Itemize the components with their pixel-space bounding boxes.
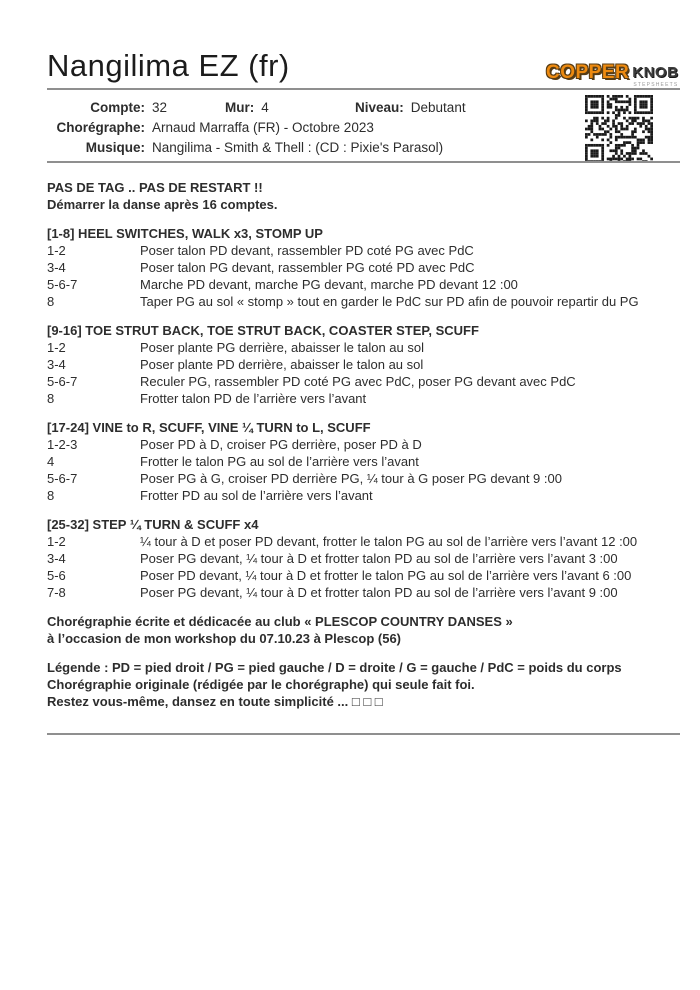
step-description: Frotter le talon PG au sol de l’arrière vers l’avant xyxy=(140,454,419,469)
step-row xyxy=(47,276,680,293)
step-row xyxy=(47,470,680,487)
info-row-counts xyxy=(47,98,680,118)
dance-section xyxy=(47,225,680,310)
text-line: Restez vous-même, dansez en toute simplicité ... □ □ □ xyxy=(47,694,383,709)
sections-container xyxy=(47,225,680,601)
step-description: Poser PG devant, ¼ tour à D et frotter talon PD au sol de l’arrière vers l’avant 9 :00 xyxy=(140,585,618,600)
step-description: ¼ tour à D et poser PD devant, frotter le talon PG au sol de l’arrière vers l’avant 12 :00 xyxy=(140,534,638,549)
step-count: 5-6 xyxy=(47,568,66,583)
step-count: 1-2 xyxy=(47,243,66,258)
text-line: à l’occasion de mon workshop du 07.10.23 à Plescop (56) xyxy=(47,631,402,646)
step-count: 3-4 xyxy=(47,551,66,566)
text-line: Démarrer la danse après 16 comptes. xyxy=(47,197,278,212)
step-description: Poser PG à G, croiser PD derrière PG, ¼ tour à G poser PG devant 9 :00 xyxy=(140,471,562,486)
section-steps xyxy=(47,242,680,310)
step-row xyxy=(47,453,680,470)
text-line: Chorégraphie originale (rédigée par le chorégraphe) qui seule fait foi. xyxy=(47,677,475,692)
step-description: Frotter talon PD de l’arrière vers l’avant xyxy=(140,391,367,406)
step-count: 3-4 xyxy=(47,260,66,275)
dance-section xyxy=(47,322,680,407)
divider-bottom xyxy=(47,733,680,735)
niveau-value: Debutant xyxy=(410,100,466,115)
section-heading: [1-8] HEEL SWITCHES, WALK x3, STOMP UP xyxy=(47,226,323,241)
info-row-choreographer xyxy=(47,118,680,138)
step-description: Poser talon PG devant, rassembler PG coté PD avec PdC xyxy=(140,260,475,275)
page-title: Nangilima EZ (fr) xyxy=(47,48,290,83)
dedication-block xyxy=(47,613,680,647)
logo-subtitle: STEPSHEETS xyxy=(633,82,679,88)
step-row xyxy=(47,259,680,276)
step-row xyxy=(47,242,680,259)
choregraphe-label: Chorégraphe: xyxy=(56,120,145,135)
step-count: 1-2-3 xyxy=(47,437,78,452)
step-row xyxy=(47,584,680,601)
step-row xyxy=(47,390,680,407)
step-row xyxy=(47,550,680,567)
step-count: 3-4 xyxy=(47,357,66,372)
step-count: 5-6-7 xyxy=(47,471,78,486)
step-row xyxy=(47,567,680,584)
step-row xyxy=(47,339,680,356)
section-steps xyxy=(47,533,680,601)
dance-section xyxy=(47,516,680,601)
step-count: 4 xyxy=(47,454,55,469)
step-description: Poser plante PD derrière, abaisser le talon au sol xyxy=(140,357,424,372)
compte-value: 32 xyxy=(152,100,168,115)
step-row xyxy=(47,436,680,453)
mur-pair xyxy=(225,98,269,118)
compte-label: Compte: xyxy=(90,100,145,115)
step-row xyxy=(47,373,680,390)
step-description: Poser plante PG derrière, abaisser le talon au sol xyxy=(140,340,424,355)
page-content xyxy=(47,0,680,735)
stepsheet-body xyxy=(47,179,680,710)
step-description: Frotter PD au sol de l’arrière vers l’avant xyxy=(140,488,373,503)
step-count: 1-2 xyxy=(47,340,66,355)
niveau-label: Niveau: xyxy=(355,100,404,115)
step-count: 5-6-7 xyxy=(47,374,78,389)
choregraphe-value: Arnaud Marraffa (FR) - Octobre 2023 xyxy=(152,120,374,135)
step-description: Poser talon PD devant, rassembler PD coté PG avec PdC xyxy=(140,243,474,258)
section-steps xyxy=(47,436,680,504)
text-line: PAS DE TAG .. PAS DE RESTART !! xyxy=(47,180,263,195)
niveau-pair xyxy=(355,98,466,118)
section-heading: [9-16] TOE STRUT BACK, TOE STRUT BACK, COASTER STEP, SCUFF xyxy=(47,323,479,338)
step-description: Poser PG devant, ¼ tour à D et frotter talon PD au sol de l’arrière vers l’avant 3 :00 xyxy=(140,551,618,566)
musique-value: Nangilima - Smith & Thell : (CD : Pixie's Parasol) xyxy=(152,140,444,155)
musique-label: Musique: xyxy=(85,140,145,155)
dance-info-block xyxy=(47,98,680,158)
step-count: 8 xyxy=(47,391,55,406)
step-description: Poser PD à D, croiser PG derrière, poser PD à D xyxy=(140,437,422,452)
step-count: 5-6-7 xyxy=(47,277,78,292)
step-count: 1-2 xyxy=(47,534,66,549)
section-heading: [17-24] VINE to R, SCUFF, VINE ¼ TURN to L, SCUFF xyxy=(47,420,371,435)
text-line: Chorégraphie écrite et dédicacée au club « PLESCOP COUNTRY DANSES » xyxy=(47,614,513,629)
section-steps xyxy=(47,339,680,407)
step-description: Poser PD devant, ¼ tour à D et frotter le talon PG au sol de l’arrière vers l’avant 6 :00 xyxy=(140,568,632,583)
step-row xyxy=(47,487,680,504)
divider-top xyxy=(47,88,680,90)
mur-label: Mur: xyxy=(225,100,255,115)
dance-section xyxy=(47,419,680,504)
step-description: Reculer PG, rassembler PD coté PG avec PdC, poser PG devant avec PdC xyxy=(140,374,576,389)
step-row xyxy=(47,356,680,373)
step-description: Marche PD devant, marche PG devant, marche PD devant 12 :00 xyxy=(140,277,518,292)
section-heading: [25-32] STEP ¼ TURN & SCUFF x4 xyxy=(47,517,259,532)
step-count: 8 xyxy=(47,488,55,503)
info-row-music xyxy=(47,138,680,158)
step-row xyxy=(47,533,680,550)
intro-block xyxy=(47,179,680,213)
step-description: Taper PG au sol « stomp » tout en garder le PdC sur PD afin de pouvoir repartir du PG xyxy=(140,294,639,309)
logo-copper-text: COPPER xyxy=(546,62,630,83)
step-row xyxy=(47,293,680,310)
divider-header xyxy=(47,161,680,163)
text-line: Légende : PD = pied droit / PG = pied gauche / D = droite / G = gauche / PdC = poids du corps xyxy=(47,660,622,675)
step-count: 7-8 xyxy=(47,585,66,600)
legend-block xyxy=(47,659,680,710)
mur-value: 4 xyxy=(261,100,269,115)
step-count: 8 xyxy=(47,294,55,309)
logo-knob-text: KNOB xyxy=(632,64,679,81)
